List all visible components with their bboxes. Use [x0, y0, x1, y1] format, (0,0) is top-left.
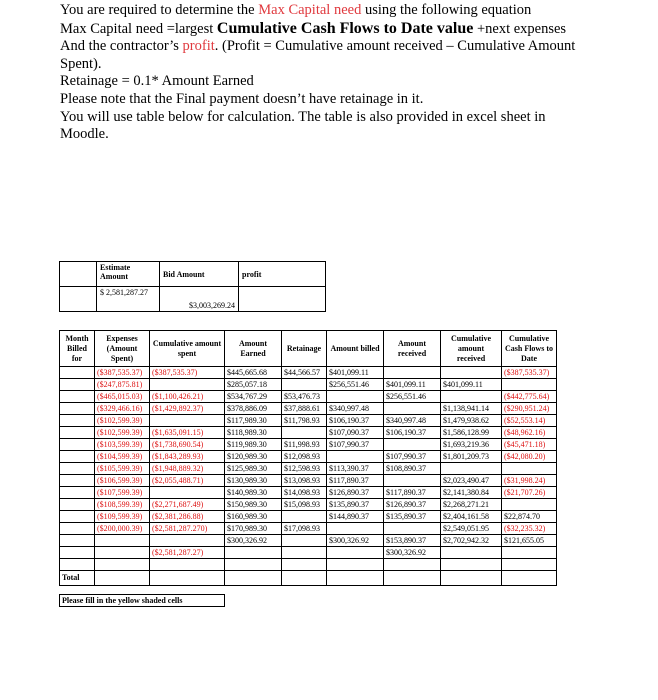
table-cell[interactable]: [60, 427, 95, 439]
table-cell[interactable]: $1,801,209.73: [441, 451, 502, 463]
table-cell[interactable]: $107,090.37: [327, 427, 384, 439]
table-row: [60, 415, 557, 427]
col-cumulative-received: Cumulative amount received: [441, 331, 502, 367]
table-cell[interactable]: $125,989.30: [225, 463, 282, 475]
table-cell[interactable]: $300,326.92: [225, 535, 282, 547]
table-cell[interactable]: $445,665.68: [225, 367, 282, 379]
table-cell[interactable]: $2,141,380.84: [441, 487, 502, 499]
estimate-table: [59, 261, 326, 312]
table-cell[interactable]: $121,655.05: [502, 535, 557, 547]
table-cell[interactable]: ($1,948,889.32): [150, 463, 225, 475]
table-cell[interactable]: $44,566.57: [282, 367, 327, 379]
table-cell[interactable]: $118,989.30: [225, 427, 282, 439]
table-cell[interactable]: $2,268,271.21: [441, 499, 502, 511]
table-cell[interactable]: [502, 559, 557, 571]
table-cell[interactable]: [384, 367, 441, 379]
table-row: [60, 403, 557, 415]
table-cell[interactable]: [384, 475, 441, 487]
instructions: [60, 2, 650, 144]
instruction-line-7: You will use table below for calculation. The table is also provided in excel sheet in: [60, 108, 546, 125]
table-cell[interactable]: [60, 511, 95, 523]
col-amount-billed: Amount billed: [327, 331, 384, 367]
retainage-formula: Retainage = 0.1* Amount Earned: [60, 73, 254, 90]
table-cell[interactable]: [282, 427, 327, 439]
table-cell[interactable]: $285,057.18: [225, 379, 282, 391]
table-cell[interactable]: $534,767.29: [225, 391, 282, 403]
table-cell[interactable]: $401,099.11: [327, 367, 384, 379]
table-cell[interactable]: $107,990.37: [327, 439, 384, 451]
table-cell[interactable]: $117,890.37: [327, 475, 384, 487]
table-row: [60, 559, 557, 571]
table-cell[interactable]: ($2,381,286.88): [150, 511, 225, 523]
table-cell[interactable]: [327, 559, 384, 571]
table-cell[interactable]: $153,890.37: [384, 535, 441, 547]
table-cell[interactable]: [327, 451, 384, 463]
table-cell[interactable]: ($108,599.39): [95, 499, 150, 511]
instruction-line-4: Spent).: [60, 55, 102, 72]
table-cell[interactable]: ($1,100,426.21): [150, 391, 225, 403]
table-cell[interactable]: [384, 403, 441, 415]
table-cell[interactable]: ($1,738,690.54): [150, 439, 225, 451]
table-cell[interactable]: ($2,055,488.71): [150, 475, 225, 487]
table-cell[interactable]: [327, 523, 384, 535]
table-cell[interactable]: $126,890.37: [384, 499, 441, 511]
table-cell[interactable]: $340,997.48: [384, 415, 441, 427]
table-cell[interactable]: $11,798.93: [282, 415, 327, 427]
table-cell[interactable]: [502, 463, 557, 475]
table-cell[interactable]: $2,702,942.32: [441, 535, 502, 547]
table-cell[interactable]: [150, 487, 225, 499]
max-capital-term: Max Capital need: [258, 2, 362, 18]
table-cell[interactable]: [150, 535, 225, 547]
table-cell[interactable]: $107,990.37: [384, 451, 441, 463]
table-row: [60, 427, 557, 439]
table-row: [60, 475, 557, 487]
bid-amount-value: $3,003,269.24: [160, 287, 239, 312]
table-cell[interactable]: [502, 379, 557, 391]
table-cell[interactable]: $12,598.93: [282, 463, 327, 475]
table-cell[interactable]: $120,989.30: [225, 451, 282, 463]
table-cell[interactable]: [282, 511, 327, 523]
table-cell[interactable]: $300,326.92: [327, 535, 384, 547]
table-cell[interactable]: $340,997.48: [327, 403, 384, 415]
table-row: [60, 523, 557, 535]
table-cell[interactable]: $1,586,128.99: [441, 427, 502, 439]
estimate-amount-value: $ 2,581,287.27: [97, 287, 160, 312]
table-cell[interactable]: ($105,599.39): [95, 463, 150, 475]
table-cell[interactable]: [327, 547, 384, 559]
table-cell[interactable]: ($1,635,091.15): [150, 427, 225, 439]
col-amount-earned: Amount Earned: [225, 331, 282, 367]
table-cell[interactable]: $256,551.46: [384, 391, 441, 403]
table-cell[interactable]: $106,190.37: [327, 415, 384, 427]
table-cell[interactable]: ($103,599.39): [95, 439, 150, 451]
table-cell[interactable]: $126,890.37: [327, 487, 384, 499]
table-cell[interactable]: ($2,581,287.27): [150, 547, 225, 559]
table-cell[interactable]: [384, 523, 441, 535]
table-cell[interactable]: [384, 439, 441, 451]
table-cell[interactable]: $119,989.30: [225, 439, 282, 451]
col-amount-received: Amount received: [384, 331, 441, 367]
table-cell[interactable]: [60, 547, 95, 559]
table-cell[interactable]: ($2,271,687.49): [150, 499, 225, 511]
table-cell[interactable]: [60, 403, 95, 415]
table-cell[interactable]: $160,989.30: [225, 511, 282, 523]
table-row: [60, 511, 557, 523]
table-cell[interactable]: [384, 559, 441, 571]
table-cell[interactable]: $1,138,941.14: [441, 403, 502, 415]
instruction-line-3: And the contractor’s profit. (Profit = Cumulative amount received – Cumulative Amount: [60, 38, 576, 55]
table-cell[interactable]: [95, 559, 150, 571]
table-row: [60, 547, 557, 559]
table-cell[interactable]: $300,326.92: [384, 547, 441, 559]
table-cell[interactable]: ($387,535.37): [150, 367, 225, 379]
table-cell[interactable]: ($247,875.81): [95, 379, 150, 391]
table-cell[interactable]: $15,098.93: [282, 499, 327, 511]
table-cell[interactable]: [150, 415, 225, 427]
instruction-line-1: You are required to determine the Max Capital need using the following equation: [60, 2, 532, 18]
table-cell[interactable]: [60, 391, 95, 403]
cash-flow-table: [59, 330, 557, 607]
table-cell[interactable]: ($31,998.24): [502, 475, 557, 487]
table-cell[interactable]: [441, 367, 502, 379]
total-row: [60, 571, 557, 586]
table-cell[interactable]: $117,890.37: [384, 487, 441, 499]
table-cell[interactable]: [60, 487, 95, 499]
table-cell[interactable]: ($21,707.26): [502, 487, 557, 499]
table-cell[interactable]: ($200,000.39): [95, 523, 150, 535]
table-cell[interactable]: [150, 379, 225, 391]
table-cell[interactable]: $2,549,051.95: [441, 523, 502, 535]
col-cumulative-cash-flows: Cumulative Cash Flows to Date: [502, 331, 557, 367]
table-cell[interactable]: [60, 367, 95, 379]
table-cell[interactable]: $130,989.30: [225, 475, 282, 487]
table-cell[interactable]: $22,874.70: [502, 511, 557, 523]
table-cell[interactable]: [60, 451, 95, 463]
table-cell[interactable]: ($387,535.37): [502, 367, 557, 379]
col-retainage: Retainage: [282, 331, 327, 367]
table-cell[interactable]: $53,476.73: [282, 391, 327, 403]
table-cell[interactable]: $13,098.93: [282, 475, 327, 487]
table-cell[interactable]: ($109,599.39): [95, 511, 150, 523]
table-cell[interactable]: $170,989.30: [225, 523, 282, 535]
profit-header: profit: [239, 262, 326, 287]
table-cell[interactable]: [60, 499, 95, 511]
col-cumulative-spent: Cumulative amount spent: [150, 331, 225, 367]
table-cell[interactable]: ($106,599.39): [95, 475, 150, 487]
table-cell[interactable]: $144,890.37: [327, 511, 384, 523]
table-row: [60, 451, 557, 463]
table-row: [60, 439, 557, 451]
table-cell[interactable]: [150, 559, 225, 571]
table-cell[interactable]: [60, 559, 95, 571]
table-cell[interactable]: [502, 547, 557, 559]
table-cell[interactable]: $150,989.30: [225, 499, 282, 511]
table-cell[interactable]: ($290,951.24): [502, 403, 557, 415]
bid-amount-header: Bid Amount: [160, 262, 239, 287]
table-cell[interactable]: [60, 439, 95, 451]
table-cell[interactable]: $117,989.30: [225, 415, 282, 427]
table-cell[interactable]: [95, 547, 150, 559]
table-cell[interactable]: $135,890.37: [384, 511, 441, 523]
table-cell[interactable]: $401,099.11: [441, 379, 502, 391]
table-cell[interactable]: $140,989.30: [225, 487, 282, 499]
table-cell[interactable]: $1,693,219.36: [441, 439, 502, 451]
table-row: [60, 391, 557, 403]
table-cell[interactable]: ($45,471.18): [502, 439, 557, 451]
table-cell[interactable]: ($2,581,287.270): [150, 523, 225, 535]
profit-term: profit: [182, 38, 215, 55]
estimate-amount-header: Estimate Amount: [97, 262, 160, 287]
table-cell[interactable]: [60, 463, 95, 475]
table-cell[interactable]: [60, 379, 95, 391]
table-cell[interactable]: ($42,080.20): [502, 451, 557, 463]
table-row: [60, 463, 557, 475]
table-cell[interactable]: [60, 415, 95, 427]
table-cell[interactable]: $106,190.37: [384, 427, 441, 439]
table-cell[interactable]: [60, 475, 95, 487]
final-payment-note: Please note that the Final payment doesn’t have retainage in it.: [60, 90, 424, 107]
table-cell[interactable]: ($102,599.39): [95, 415, 150, 427]
table-cell[interactable]: ($104,599.39): [95, 451, 150, 463]
table-cell[interactable]: [282, 535, 327, 547]
table-row: [60, 499, 557, 511]
table-cell[interactable]: $401,099.11: [384, 379, 441, 391]
table-cell[interactable]: [225, 547, 282, 559]
table-cell[interactable]: [441, 559, 502, 571]
col-month-billed: Month Billed for: [60, 331, 95, 367]
table-row: [60, 379, 557, 391]
table-cell[interactable]: [282, 559, 327, 571]
table-cell[interactable]: $2,023,490.47: [441, 475, 502, 487]
table-cell[interactable]: ($387,535.37): [95, 367, 150, 379]
table-cell[interactable]: $108,890.37: [384, 463, 441, 475]
fill-note-row: [60, 595, 557, 607]
fill-note: Please fill in the yellow shaded cells: [60, 595, 225, 607]
table-cell[interactable]: [95, 535, 150, 547]
table-cell[interactable]: [282, 379, 327, 391]
table-cell[interactable]: $256,551.46: [327, 379, 384, 391]
table-cell[interactable]: [441, 463, 502, 475]
total-label: Total: [60, 571, 95, 586]
table-row: [60, 487, 557, 499]
table-cell[interactable]: ($52,553.14): [502, 415, 557, 427]
table-cell[interactable]: $2,404,161.58: [441, 511, 502, 523]
table-cell[interactable]: $12,098.93: [282, 451, 327, 463]
table-cell[interactable]: $378,886.09: [225, 403, 282, 415]
table-cell[interactable]: ($329,466.16): [95, 403, 150, 415]
table-cell[interactable]: [502, 499, 557, 511]
table-cell[interactable]: $11,998.93: [282, 439, 327, 451]
table-row: [60, 367, 557, 379]
table-cell[interactable]: ($1,429,892.37): [150, 403, 225, 415]
table-cell[interactable]: ($32,235.32): [502, 523, 557, 535]
instruction-line-8: Moodle.: [60, 126, 109, 143]
table-cell[interactable]: $113,390.37: [327, 463, 384, 475]
table-cell[interactable]: ($465,015.03): [95, 391, 150, 403]
table-cell[interactable]: $1,479,938.62: [441, 415, 502, 427]
table-cell[interactable]: ($102,599.39): [95, 427, 150, 439]
col-expenses: Expenses (Amount Spent): [95, 331, 150, 367]
table-row: [60, 535, 557, 547]
table-cell[interactable]: [327, 391, 384, 403]
instruction-line-2: Max Capital need =largest Cumulative Cash Flows to Date value +next expenses: [60, 19, 567, 37]
header-row: [60, 331, 557, 367]
table-cell[interactable]: [441, 391, 502, 403]
table-cell[interactable]: [60, 535, 95, 547]
table-cell[interactable]: $17,098.93: [282, 523, 327, 535]
cumulative-cash-flows-term: Cumulative Cash Flows to Date value: [216, 19, 474, 37]
table-cell[interactable]: [441, 547, 502, 559]
table-cell[interactable]: ($1,843,289.93): [150, 451, 225, 463]
table-cell[interactable]: [225, 559, 282, 571]
table-cell[interactable]: $135,890.37: [327, 499, 384, 511]
table-cell[interactable]: $37,888.61: [282, 403, 327, 415]
table-cell[interactable]: [282, 547, 327, 559]
table-cell[interactable]: ($442,775.64): [502, 391, 557, 403]
table-cell[interactable]: ($48,962.16): [502, 427, 557, 439]
profit-value[interactable]: [239, 287, 326, 312]
table-cell[interactable]: ($107,599.39): [95, 487, 150, 499]
table-cell[interactable]: $14,098.93: [282, 487, 327, 499]
table-cell[interactable]: [60, 523, 95, 535]
